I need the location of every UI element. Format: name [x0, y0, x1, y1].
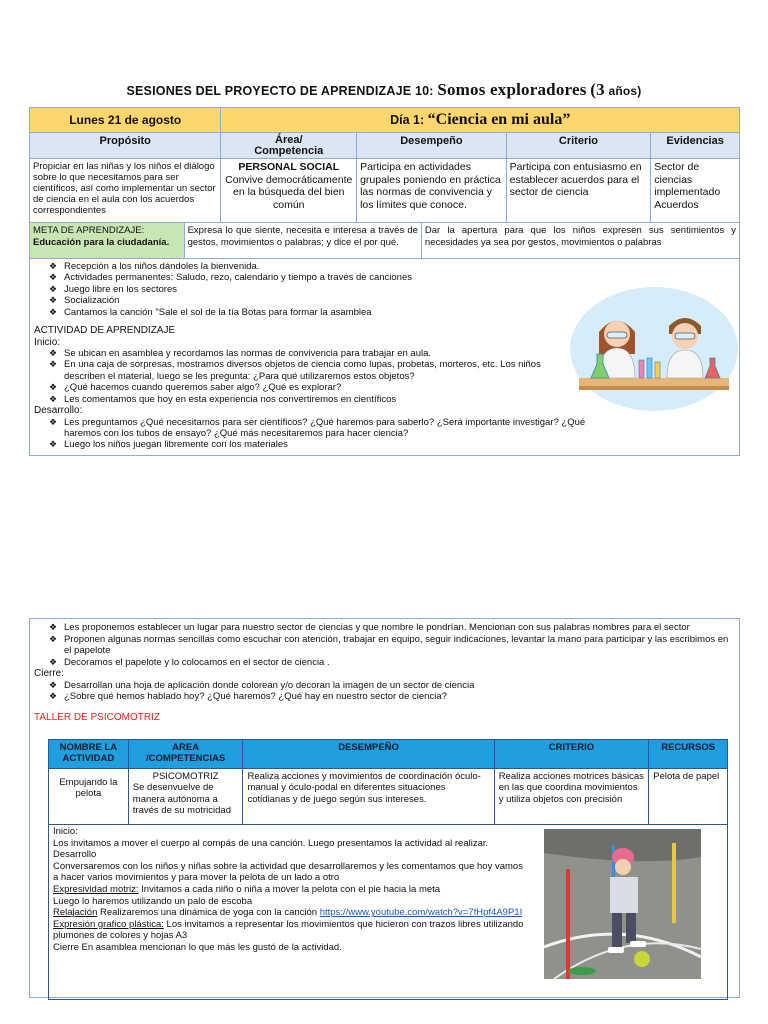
day-prefix: Día 1: [390, 112, 425, 127]
header-evidencias: Evidencias [666, 135, 724, 147]
desarrollo-label: Desarrollo: [34, 405, 83, 417]
list-item: ❖ Les preguntamos ¿Qué necesitamos para ser científicos? ¿Qué haremos para saberlo? ¿Será importante investigar? ¿Qué haremos con los tubos de ensayo? ¿Qué más necesitaremos para hacer ciencia? [49, 416, 586, 439]
header-area: Área/ Competencia [221, 133, 357, 158]
meta-row [30, 223, 739, 259]
inicio-list [34, 348, 564, 405]
body-row [30, 159, 739, 223]
taller-area-title: PSICOMOTRIZ [152, 771, 219, 782]
header-row [30, 133, 739, 159]
taller-header-row [49, 740, 727, 769]
taller-header-nombre: NOMBRE LA ACTIVIDAD [49, 740, 129, 768]
meta-value: Educación para la ciudadanía. [33, 237, 170, 248]
header-desempeno: Desempeño [357, 133, 507, 158]
session-day-title [221, 108, 739, 132]
taller-desempeno: Realiza acciones y movimientos de coordinación óculo-manual y óculo-podal en diferentes situaciones cotidianas y de juego según sus intereses. [243, 769, 494, 824]
title-prefix: SESIONES DEL PROYECTO DE APRENDIZAJE 10: [126, 84, 434, 98]
notes-inicio-label: Inicio: [53, 826, 78, 837]
list-item: ❖ Desarrollan una hoja de aplicación donde colorean y/o decoran la imagen de un sector de ciencia [49, 679, 475, 691]
list-item: ❖ Actividades permanentes: Saludo, rezo, calendario y tiempo a través de canciones [49, 272, 413, 284]
meta-label: META DE APRENDIZAJE: [33, 225, 145, 236]
list-item: ❖ ¿Qué hacemos cuando queremos saber algo? ¿Qué es explorar? [49, 382, 342, 394]
actividad-label: ACTIVIDAD DE APRENDIZAJE [34, 325, 176, 337]
list-item: ❖ En una caja de sorpresas, mostramos diversos objetos de ciencia como lupas, probetas, morteros, etc. Los niños describen el material, luego se les pregunta: ¿Para qué utilizaremos estos objetos? [49, 359, 541, 382]
header-proposito: Propósito [30, 133, 221, 158]
taller-data-row [49, 769, 727, 825]
taller-notes-row [49, 825, 727, 999]
list-item: ❖ Luego los niños juegan libremente con los materiales [49, 439, 288, 451]
cierre-label: Cierre: [34, 668, 65, 679]
taller-criterio: Realiza acciones motrices básicas en las que coordina movimientos y utiliza objetos con precisión [495, 769, 650, 824]
list-item: ❖ Se ubican en asamblea y recordamos las normas de convivencia para trabajar en aula. [49, 348, 432, 360]
area-text: Convive democráticamente en la búsqueda del bien común [225, 173, 353, 211]
notes-expresividad [53, 884, 525, 896]
notes-desarrollo-label: Desarrollo [53, 849, 97, 861]
desempeno-cell: Participa en actividades grupales poniendo en práctica las normas de convivencia y los límites que conoce. [357, 159, 507, 222]
evidencias-cell: Sector de ciencias implementado Acuerdos [654, 161, 721, 211]
list-item: ❖ Cantamos la canción "Sale el sol de la tía Botas para formar la asamblea [49, 306, 372, 318]
page-title [0, 80, 768, 100]
expresividad-label: Expresividad motriz: [53, 883, 139, 895]
day-title: “Ciencia en mi aula” [427, 110, 571, 128]
grafico-text: Los invitamos a representar los movimientos que hicieron con trazos libres utilizando plumones de colores y hojas A3 [53, 918, 524, 942]
list-item: ❖ Les comentamos que hoy en esta experiencia nos convertiremos en científicos [49, 393, 397, 405]
taller-title: TALLER DE PSICOMOTRIZ [34, 711, 160, 723]
area-title: PERSONAL SOCIAL [238, 161, 340, 173]
list-item: ❖ ¿Sobre qué hemos hablado hoy? ¿Qué haremos? ¿Qué hay en nuestro sector de ciencia? [49, 691, 447, 702]
session-date: Lunes 21 de agosto [30, 108, 221, 132]
taller-area-text: Se desenvuelve de manera autónoma a través de su motricidad [132, 782, 231, 817]
cierre-list [34, 680, 735, 703]
taller-header-area: AREA /COMPETENCIAS [129, 740, 244, 768]
area-cell [221, 159, 357, 222]
notes-cierre: Cierre En asamblea mencionan lo que más les gustó de la actividad. [53, 941, 342, 953]
notes-relajacion [53, 907, 525, 919]
taller-table [48, 739, 728, 1000]
taller-header-recursos: RECURSOS [661, 742, 716, 753]
title-age-number: (3 [590, 80, 605, 99]
taller-header-criterio: CRITERIO [495, 740, 650, 768]
meta-text-2: Dar la apertura para que los niños expresen sus sentimientos y necesidades ya sea por gestos, movimientos o palabras [424, 225, 736, 248]
meta-label-cell [30, 223, 185, 258]
list-item: ❖ Juego libre en los sectores [49, 283, 178, 295]
youtube-link[interactable]: https://www.youtube.com/watch?v=7fHpf4A9P1I [319, 907, 523, 919]
proposito-cell: Propiciar en las niñas y los niños el diálogo sobre lo que necesitamos para ser científicos, así como implementar un sector de ciencia en el aula con los acuerdos correspondientes [30, 159, 221, 222]
taller-notes [49, 825, 529, 999]
title-project-name: Somos exploradores [437, 80, 587, 99]
desarrollo-list [34, 417, 594, 451]
list-item: ❖ Decoramos el papelote y lo colocamos en el sector de ciencia . [49, 656, 330, 668]
taller-nombre: Empujando la pelota [49, 769, 129, 824]
page-2-panel [29, 618, 740, 998]
notes-inicio-text: Los invitamos a mover el cuerpo al compás de una canción. Luego presentamos la actividad al realizar. [53, 837, 489, 849]
scientists-illustration [569, 286, 739, 412]
header-criterio: Criterio [507, 133, 652, 158]
notes-escoba: Luego lo haremos utilizando un palo de escoba [53, 895, 253, 907]
list-item: ❖ Les proponemos establecer un lugar para nuestro sector de ciencias y que nombre le pondrían. Mencionan con sus palabras nombres para el sector [49, 622, 690, 633]
expresividad-text: Invitamos a cada niño o niña a mover la pelota con el pie hacia la meta [138, 883, 441, 895]
taller-recursos: Pelota de papel [653, 771, 720, 782]
relajacion-text: Realizaremos una dinámica de yoga con la canción [97, 907, 320, 919]
inicio-label: Inicio: [34, 336, 61, 348]
taller-header-desempeno: DESEMPEÑO [243, 740, 494, 768]
criterio-cell: Participa con entusiasmo en establecer acuerdos para el sector de ciencia [507, 159, 652, 222]
relajacion-label: Relajación [53, 907, 98, 919]
title-age-unit: años) [608, 84, 642, 98]
notes-grafico [53, 919, 525, 942]
list-item: ❖ Socialización [49, 295, 120, 307]
meta-text-1: Expresa lo que siente, necesita e interesa a través de gestos, movimientos o palabras; y dice el por qué. [185, 223, 422, 258]
date-row [30, 108, 739, 133]
list-item: ❖ Recepción a los niños dándoles la bienvenida. [49, 261, 260, 272]
taller-area-cell [129, 769, 244, 824]
list-item: ❖ Proponen algunas normas sencillas como escuchar con atención, trabajar en equipo, seguir indicaciones, levantar la mano para participar y las escribimos en el papelote [49, 633, 729, 656]
notes-desarrollo-text: Conversaremos con los niños y niñas sobre la actividad que desarrollaremos y les comentamos que hoy vamos a hacer varios movimientos y para mover la pelota de un lado a otro [53, 860, 523, 884]
desarrollo-cont-list [34, 622, 735, 668]
grafico-label: Expresión grafico plástica: [53, 918, 164, 930]
child-ball-photo [544, 829, 701, 979]
